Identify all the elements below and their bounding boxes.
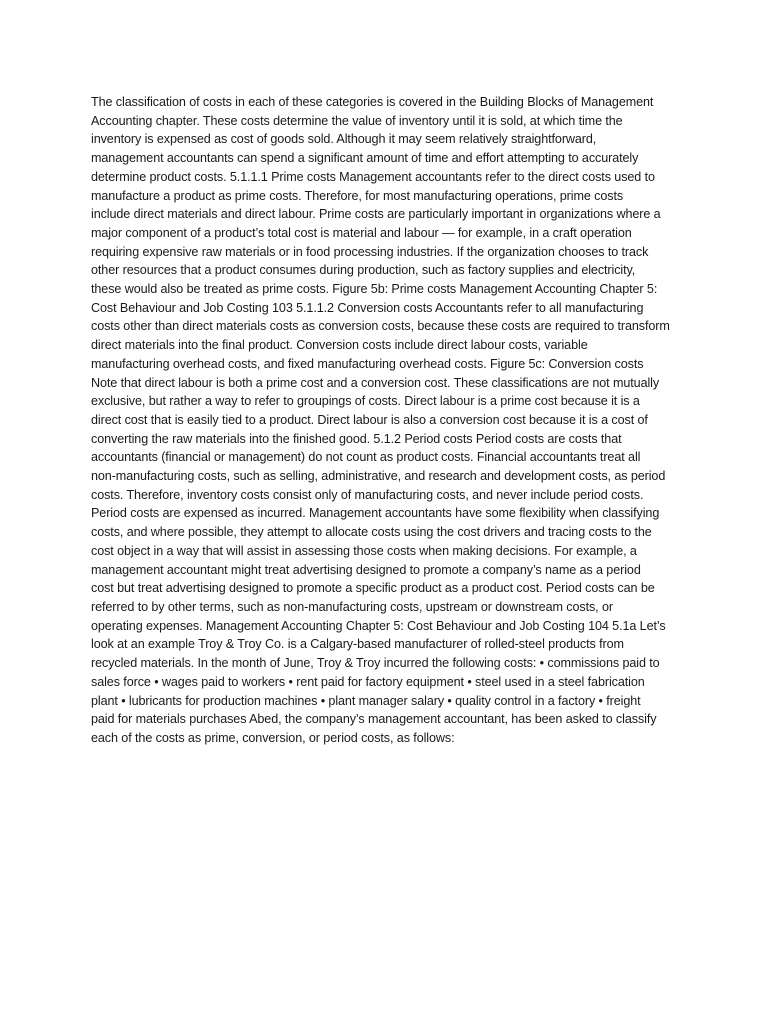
text-line: paid for materials purchases Abed, the company’s management accountant, has been asked to classify	[91, 712, 657, 727]
text-line: these would also be treated as prime costs. Figure 5b: Prime costs Management Accounting Chapter 5:	[91, 282, 658, 297]
text-line: Cost Behaviour and Job Costing 103 5.1.1.2 Conversion costs Accountants refer to all manufacturing	[91, 300, 644, 315]
text-line: requiring expensive raw materials or in food processing industries. If the organization chooses to track	[91, 244, 649, 259]
text-line: costs, and where possible, they attempt to allocate costs using the cost drivers and tracing costs to the	[91, 525, 652, 540]
text-line: Accounting chapter. These costs determine the value of inventory until it is sold, at which time the	[91, 113, 623, 128]
text-line: look at an example Troy & Troy Co. is a Calgary-based manufacturer of rolled-steel products from	[91, 637, 624, 652]
text-line: management accountant might treat advertising designed to promote a company’s name as a period	[91, 562, 641, 577]
text-line: manufacturing overhead costs, and fixed manufacturing overhead costs. Figure 5c: Conversion costs	[91, 356, 644, 371]
text-line: exclusive, but rather a way to refer to groupings of costs. Direct labour is a prime cost because it is a	[91, 394, 640, 409]
text-line: recycled materials. In the month of June, Troy & Troy incurred the following costs: • commissions paid to	[91, 656, 660, 671]
text-line: converting the raw materials into the finished good. 5.1.2 Period costs Period costs are costs that	[91, 431, 622, 446]
text-line: major component of a product’s total cost is material and labour — for example, in a craft operation	[91, 225, 632, 240]
text-line: operating expenses. Management Accounting Chapter 5: Cost Behaviour and Job Costing 104 5.1a Let’s	[91, 618, 666, 633]
text-line: cost but treat advertising designed to promote a specific product as a product cost. Period costs can be	[91, 581, 655, 596]
text-line: Note that direct labour is both a prime cost and a conversion cost. These classifications are not mutually	[91, 375, 660, 390]
text-line: manufacture a product as prime costs. Therefore, for most manufacturing operations, prime costs	[91, 188, 624, 203]
text-line: direct cost that is easily tied to a product. Direct labour is also a conversion cost because it is a cost of	[91, 412, 648, 427]
text-line: sales force • wages paid to workers • rent paid for factory equipment • steel used in a steel fabrication	[91, 674, 645, 689]
body-paragraph	[91, 93, 683, 748]
text-line: Period costs are expensed as incurred. Management accountants have some flexibility when classifying	[91, 506, 660, 521]
text-line: non-manufacturing costs, such as selling, administrative, and research and development costs, as period	[91, 469, 666, 484]
text-line: plant • lubricants for production machines • plant manager salary • quality control in a factory • freight	[91, 693, 641, 708]
text-line: The classification of costs in each of these categories is covered in the Building Blocks of Management	[91, 95, 654, 109]
text-line: costs other than direct materials costs as conversion costs, because these costs are required to transform	[91, 319, 670, 334]
text-line: management accountants can spend a significant amount of time and effort attempting to accurately	[91, 151, 639, 166]
text-line: inventory is expensed as cost of goods sold. Although it may seem relatively straightforward,	[91, 132, 597, 147]
text-line: costs. Therefore, inventory costs consist only of manufacturing costs, and never include period costs.	[91, 487, 644, 502]
text-line: referred to by other terms, such as non-manufacturing costs, upstream or downstream costs, or	[91, 599, 613, 614]
text-line: determine product costs. 5.1.1.1 Prime costs Management accountants refer to the direct costs used to	[91, 169, 655, 184]
text-line: include direct materials and direct labour. Prime costs are particularly important in organizations where a	[91, 207, 661, 222]
text-line: direct materials into the final product. Conversion costs include direct labour costs, variable	[91, 338, 588, 353]
text-line: cost object in a way that will assist in assessing those costs when making decisions. For example, a	[91, 543, 637, 558]
text-line: each of the costs as prime, conversion, or period costs, as follows:	[91, 730, 455, 745]
text-line: accountants (financial or management) do not count as product costs. Financial accountants treat all	[91, 450, 641, 465]
text-line: other resources that a product consumes during production, such as factory supplies and electricity,	[91, 263, 636, 278]
